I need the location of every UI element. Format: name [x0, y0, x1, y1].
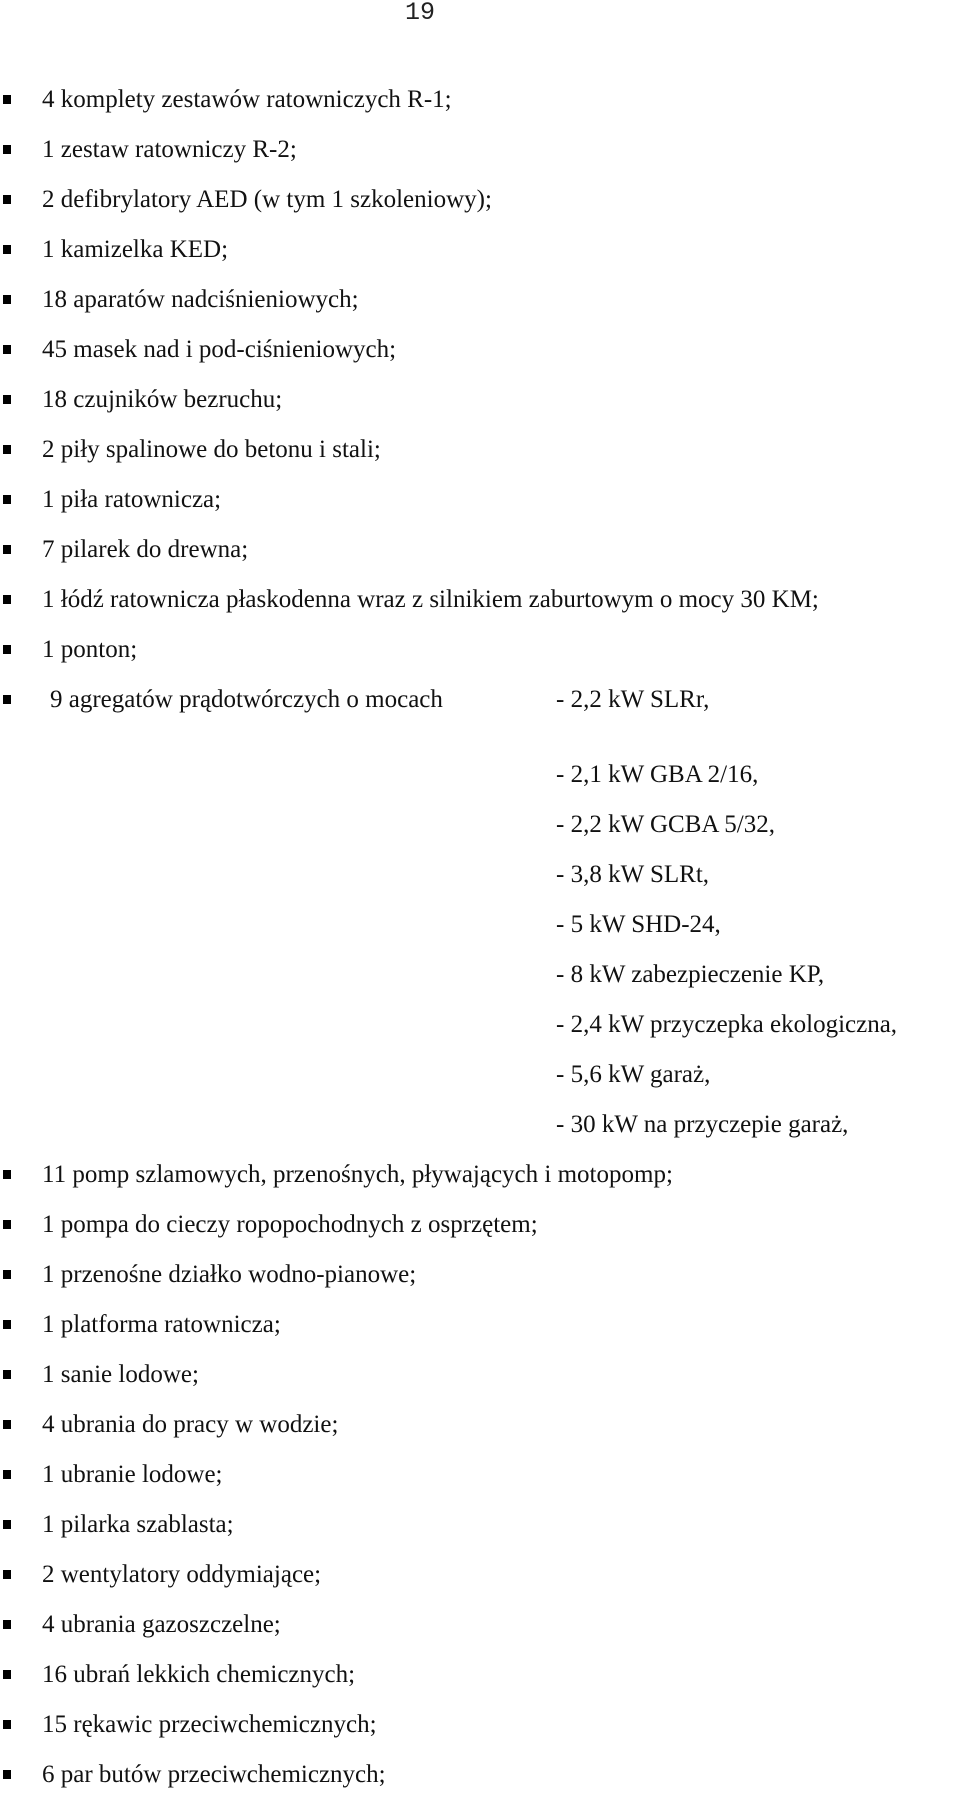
list-item [0, 83, 960, 123]
list-item [0, 1758, 960, 1798]
list-item-text: 4 ubrania gazoszczelne; [42, 1611, 281, 1638]
generator-entry: - 2,1 kW GBA 2/16, [556, 761, 759, 788]
list-item-text: 1 pompa do cieczy ropopochodnych z osprzętem; [42, 1211, 538, 1238]
list-item-text: 2 defibrylatory AED (w tym 1 szkoleniowy); [42, 186, 492, 213]
list-item-text: 11 pomp szlamowych, przenośnych, pływających i motopomp; [42, 1161, 673, 1188]
list-item-text: 1 ubranie lodowe; [42, 1461, 223, 1488]
bullet-icon [3, 395, 11, 404]
bullet-icon [3, 1270, 11, 1279]
list-item-text: 1 piła ratownicza; [42, 486, 222, 513]
list-item-text: 18 aparatów nadciśnieniowych; [42, 286, 359, 313]
page-number: 19 [404, 0, 435, 27]
bullet-icon [3, 1320, 11, 1329]
bullet-icon [3, 1620, 11, 1629]
list-item-text: 16 ubrań lekkich chemicznych; [42, 1661, 356, 1688]
generators-label: 9 agregatów prądotwórczych o mocach [50, 686, 443, 713]
list-item-text: 1 zestaw ratowniczy R-2; [42, 136, 297, 163]
list-item-text: 2 piły spalinowe do betonu i stali; [42, 436, 381, 463]
list-item [0, 1558, 960, 1598]
bullet-icon [3, 645, 11, 654]
list-item-text: 1 przenośne działko wodno-pianowe; [42, 1261, 417, 1288]
bullet-icon [3, 695, 11, 704]
bullet-icon [3, 1420, 11, 1429]
list-item-text: 4 ubrania do pracy w wodzie; [42, 1411, 339, 1438]
bullet-icon [3, 295, 11, 304]
list-item-text: 1 kamizelka KED; [42, 236, 229, 263]
list-item [0, 1258, 960, 1298]
list-item [0, 1458, 960, 1498]
bullet-icon [3, 1220, 11, 1229]
list-item-text: 1 łódź ratownicza płaskodenna wraz z silnikiem zaburtowym o mocy 30 KM; [42, 586, 819, 613]
list-item-text: 1 pilarka szablasta; [42, 1511, 234, 1538]
list-item-text: 1 ponton; [42, 636, 138, 663]
list-item [0, 283, 960, 323]
list-item-generators [0, 683, 960, 723]
bullet-icon [3, 1470, 11, 1479]
bullet-icon [3, 1370, 11, 1379]
bullet-icon [3, 545, 11, 554]
list-item [0, 1508, 960, 1548]
list-item [0, 1358, 960, 1398]
bullet-icon [3, 1720, 11, 1729]
list-item-text: 2 wentylatory oddymiające; [42, 1561, 322, 1588]
bullet-icon [3, 1170, 11, 1179]
list-item [0, 1708, 960, 1748]
generator-entry: - 30 kW na przyczepie garaż, [556, 1111, 849, 1138]
generator-entry: - 3,8 kW SLRt, [556, 861, 710, 888]
list-item [0, 1308, 960, 1348]
bullet-icon [3, 495, 11, 504]
list-item [0, 233, 960, 273]
bullet-icon [3, 1570, 11, 1579]
list-item [0, 383, 960, 423]
list-item-text: 45 masek nad i pod-ciśnieniowych; [42, 336, 397, 363]
generator-entry: - 5,6 kW garaż, [556, 1061, 711, 1088]
list-item-text: 1 platforma ratownicza; [42, 1311, 281, 1338]
bullet-icon [3, 1770, 11, 1779]
list-item-text: 18 czujników bezruchu; [42, 386, 283, 413]
list-item [0, 1658, 960, 1698]
list-item [0, 1158, 960, 1198]
list-item [0, 133, 960, 173]
generator-entry: - 5 kW SHD-24, [556, 911, 721, 938]
list-item-text: 4 komplety zestawów ratowniczych R-1; [42, 86, 452, 113]
list-item [0, 1408, 960, 1448]
bullet-icon [3, 195, 11, 204]
list-item [0, 183, 960, 223]
bullet-icon [3, 95, 11, 104]
bullet-icon [3, 445, 11, 454]
list-item [0, 483, 960, 523]
bullet-icon [3, 595, 11, 604]
bullet-icon [3, 145, 11, 154]
list-item [0, 1608, 960, 1648]
bullet-icon [3, 1520, 11, 1529]
list-item-text: 15 rękawic przeciwchemicznych; [42, 1711, 377, 1738]
list-item-text: 1 sanie lodowe; [42, 1361, 199, 1388]
list-item [0, 333, 960, 373]
generator-entry: - 2,4 kW przyczepka ekologiczna, [556, 1011, 898, 1038]
list-item [0, 1208, 960, 1248]
list-item-text: 6 par butów przeciwchemicznych; [42, 1761, 386, 1788]
list-item-text: 7 pilarek do drewna; [42, 536, 249, 563]
bullet-icon [3, 1670, 11, 1679]
list-item [0, 533, 960, 573]
generator-entry: - 8 kW zabezpieczenie KP, [556, 961, 825, 988]
list-item [0, 583, 960, 623]
generator-entry: - 2,2 kW GCBA 5/32, [556, 811, 775, 838]
bullet-icon [3, 245, 11, 254]
list-item [0, 633, 960, 673]
list-item [0, 433, 960, 473]
generator-entry: - 2,2 kW SLRr, [556, 686, 710, 713]
bullet-icon [3, 345, 11, 354]
